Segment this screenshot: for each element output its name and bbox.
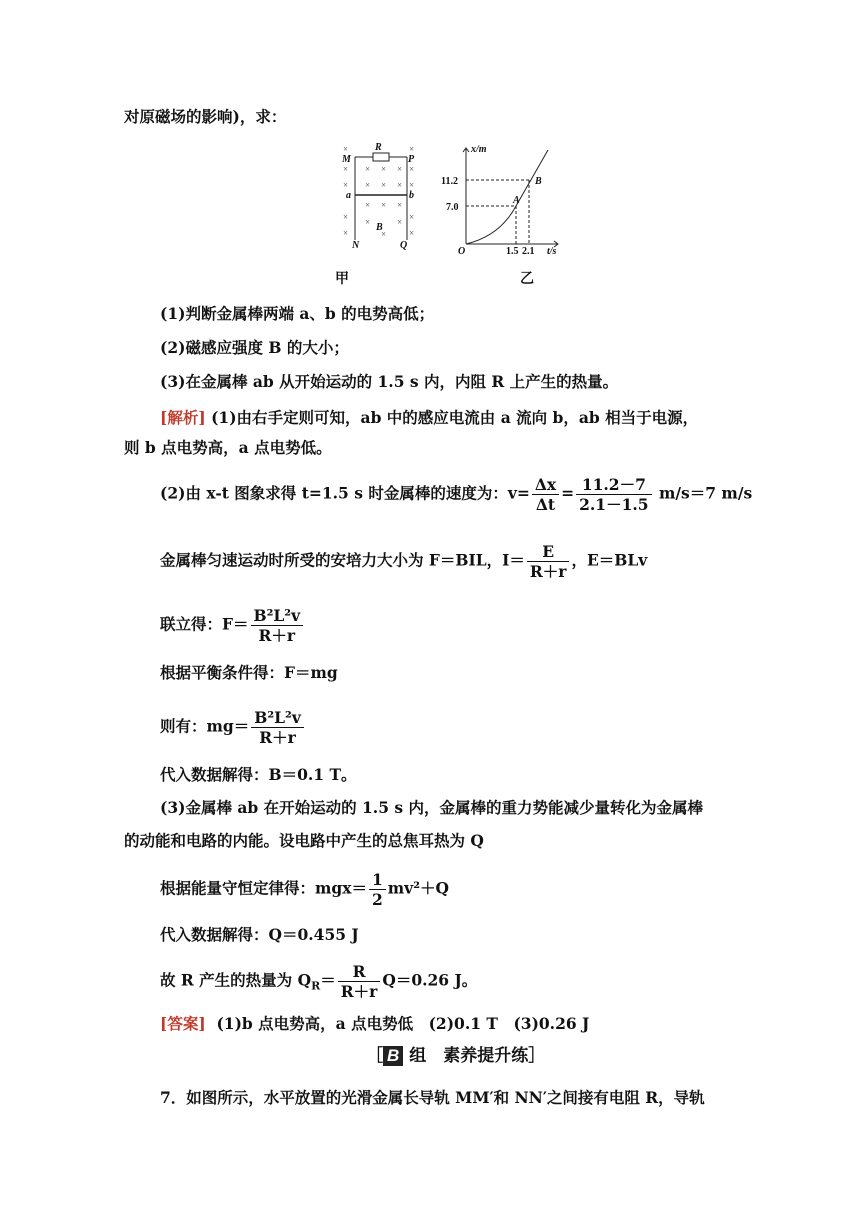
fraction-qr: $\frac{R}{R+r}$ — [338, 962, 381, 1001]
svg-text:×: × — [409, 228, 415, 238]
svg-text:×: × — [343, 164, 349, 174]
analysis-energy-line: 根据能量守恒定律得：mgx＝ $\frac{1}{2}$ mv²＋Q — [160, 870, 449, 909]
analysis-ampere-line: 金属棒匀速运动时所受的安培力大小为 F＝BIL，I＝ $\frac{E}{R+r}$ ，E＝BLv — [160, 542, 648, 581]
label-R: R — [375, 142, 382, 153]
svg-text:×: × — [397, 164, 403, 174]
svg-text:×: × — [365, 164, 371, 174]
analysis-q-result: 代入数据解得：Q＝0.455 J — [160, 925, 359, 944]
figure-caption-left: 甲 — [335, 271, 349, 287]
graph-origin: O — [458, 246, 466, 257]
svg-text:×: × — [381, 164, 387, 174]
analysis-para-1a: [解析] (1)由右手定则可知，ab 中的感应电流由 a 流向 b，ab 相当于电源， — [160, 408, 699, 427]
question-3: (3)在金属棒 ab 从开始运动的 1.5 s 内，内阻 R 上产生的热量。 — [160, 372, 619, 391]
fraction-numeric: $\frac{11.2-7}{2.1-1.5}$ — [576, 475, 651, 514]
label-a: a — [346, 190, 351, 201]
fraction-dx-dt: $\frac{\Delta x}{\Delta t}$ — [532, 475, 559, 514]
svg-text:×: × — [343, 228, 349, 238]
analysis-b-result: 代入数据解得：B＝0.1 T。 — [160, 765, 357, 784]
analysis-balance-line: 根据平衡条件得：F＝mg — [160, 663, 338, 682]
svg-text:×: × — [365, 180, 371, 190]
label-N: N — [352, 240, 360, 251]
graph-xlabel: t/s — [547, 246, 557, 257]
svg-text:×: × — [343, 212, 349, 222]
answer-line: [答案] (1)b 点电势高，a 点电势低 (2)0.1 T (3)0.26 J — [160, 1014, 590, 1033]
section-header: ［ B 组 素养提升练］ — [366, 1046, 546, 1066]
analysis-qr-line: 故 R 产生的热量为 $Q_R=$ $\frac{R}{R+r}$ Q＝0.26 J。 — [160, 962, 478, 1001]
svg-text:×: × — [397, 180, 403, 190]
label-B: B — [376, 222, 383, 233]
circuit-figure — [335, 140, 425, 255]
svg-text:×: × — [397, 200, 403, 210]
svg-text:×: × — [381, 229, 387, 239]
label-b: b — [409, 190, 414, 201]
svg-text:×: × — [365, 200, 371, 210]
analysis-para-1b: 则 b 点电势高，a 点电势低。 — [124, 438, 332, 457]
analysis-velocity-line: (2)由 x-t 图象求得 t=1.5 s 时金属棒的速度为：v= $\frac{\Delta x}{\Delta t}$ = $\frac{11.2-7}{2.1-1.5}$ m/s＝7 m/s — [160, 475, 753, 514]
svg-text:×: × — [365, 217, 371, 227]
svg-text:×: × — [343, 180, 349, 190]
analysis-para-3b: 的动能和电路的内能。设电路中产生的总焦耳热为 Q — [124, 831, 484, 850]
figure-caption-right: 乙 — [520, 271, 534, 287]
fraction-mg: $\frac{\text{B²L²v}}{R+r}$ — [251, 708, 304, 747]
section-badge: B — [383, 1046, 403, 1066]
analysis-tag: [解析] — [160, 408, 206, 427]
analysis-para-3a: (3)金属棒 ab 在开始运动的 1.5 s 内，金属棒的重力势能减少量转化为金属棒 — [160, 798, 704, 817]
xtick-2-1: 2.1 — [522, 246, 535, 257]
svg-text:×: × — [397, 217, 403, 227]
point-B: B — [535, 176, 542, 187]
label-P: P — [408, 154, 415, 165]
fraction-half: $\frac{1}{2}$ — [369, 870, 386, 909]
label-M: M — [342, 154, 351, 165]
label-Q: Q — [400, 240, 408, 251]
xtick-1-5: 1.5 — [506, 246, 519, 257]
intro-text: 对原磁场的影响)，求： — [124, 107, 287, 126]
fraction-current: $\frac{E}{R+r}$ — [527, 542, 570, 581]
point-A: A — [513, 195, 520, 206]
svg-text:×: × — [381, 200, 387, 210]
xt-curve — [466, 150, 548, 244]
xt-graph — [440, 140, 570, 260]
answer-tag: [答案] — [160, 1014, 206, 1033]
ytick-7-0: 7.0 — [446, 202, 459, 213]
svg-text:×: × — [409, 212, 415, 222]
fraction-force: $\frac{\text{B²L²v}}{R+r}$ — [251, 606, 304, 645]
analysis-mg-line: 则有：mg＝ $\frac{\text{B²L²v}}{R+r}$ — [160, 708, 306, 747]
analysis-combined-line: 联立得：F＝ $\frac{\text{B²L²v}}{R+r}$ — [160, 606, 305, 645]
svg-text:×: × — [381, 180, 387, 190]
svg-text:×: × — [343, 144, 349, 154]
question-7: 7．如图所示，水平放置的光滑金属长导轨 MM′和 NN′之间接有电阻 R，导轨 — [160, 1088, 705, 1107]
svg-text:×: × — [409, 144, 415, 154]
ytick-11-2: 11.2 — [441, 176, 458, 187]
svg-text:×: × — [409, 164, 415, 174]
question-1: (1)判断金属棒两端 a、b 的电势高低； — [160, 304, 435, 323]
question-2: (2)磁感应强度 B 的大小； — [160, 338, 349, 357]
svg-text:×: × — [409, 180, 415, 190]
graph-ylabel: x/m — [471, 144, 487, 155]
